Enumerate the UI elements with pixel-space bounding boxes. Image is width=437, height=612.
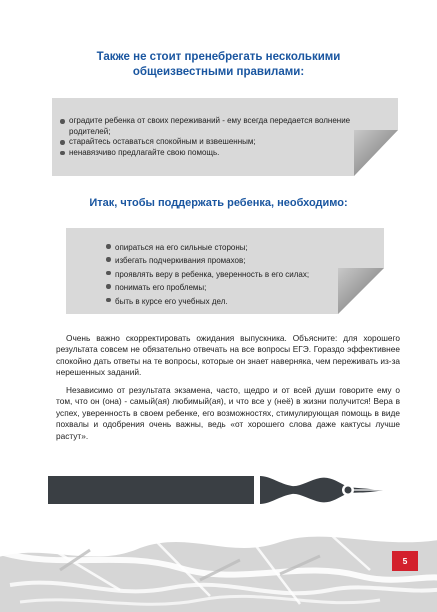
page-number-badge [392, 551, 418, 571]
section-heading-rules [0, 50, 437, 80]
rules-box [52, 98, 398, 176]
brush-strokes-icon [0, 530, 437, 612]
list-item: проявлять веру в ребенка, уверенность в его силах; [106, 268, 386, 281]
bullet-icon [106, 244, 111, 249]
bullet-icon [60, 140, 65, 145]
bullet-icon [60, 119, 65, 124]
rules-list [60, 116, 360, 158]
paragraph-encouragement: Независимо от результата экзамена, часто, щедро и от всей души говорите ему о том, что он (она) - самый(ая) любимый(ая), и что все у (неё) в жизни получится! Вера в успех, уверенность в своем ребенке, его возможностях, стимулирующая помощь в виде похвалы и одобрения очень важны, ведь «от хорошего слова даже кактусы лучше растут». [56, 385, 400, 441]
bullet-icon [106, 257, 111, 262]
paragraph-expectations: Очень важно скорректировать ожидания выпускника. Объясните: для хорошего результата совсем не обязательно отвечать на все вопросы ЕГЭ. Гораздо эффективнее спокойно дать ответы на те вопросы, которые он знает наверняка, чем переживать из-за нерешенных заданий. [56, 333, 400, 378]
list-item: ненавязчиво предлагайте свою помощь. [60, 148, 360, 159]
list-item: быть в курсе его учебных дел. [106, 295, 386, 308]
section-heading-support [0, 196, 437, 211]
pen-nib-divider-icon [48, 470, 392, 510]
list-item: старайтесь оставаться спокойным и взвешенным; [60, 137, 360, 148]
list-item: оградите ребенка от своих переживаний - ему всегда передается волнение родителей; [60, 116, 360, 137]
heading-support-text: Итак, чтобы поддержать ребенка, необходимо: [89, 197, 348, 209]
bullet-icon [106, 271, 111, 276]
bullet-icon [60, 151, 65, 156]
support-box [66, 228, 384, 314]
brush-texture-footer [0, 530, 437, 612]
bullet-icon [106, 284, 111, 289]
heading-rules-text: Также не стоит пренебрегать несколькими общеизвестными правилами: [96, 51, 341, 78]
list-item: опираться на его сильные стороны; [106, 241, 386, 254]
list-item: понимать его проблемы; [106, 281, 386, 294]
bullet-icon [106, 298, 111, 303]
page-number: 5 [402, 556, 408, 566]
list-item: избегать подчеркивания промахов; [106, 254, 386, 267]
